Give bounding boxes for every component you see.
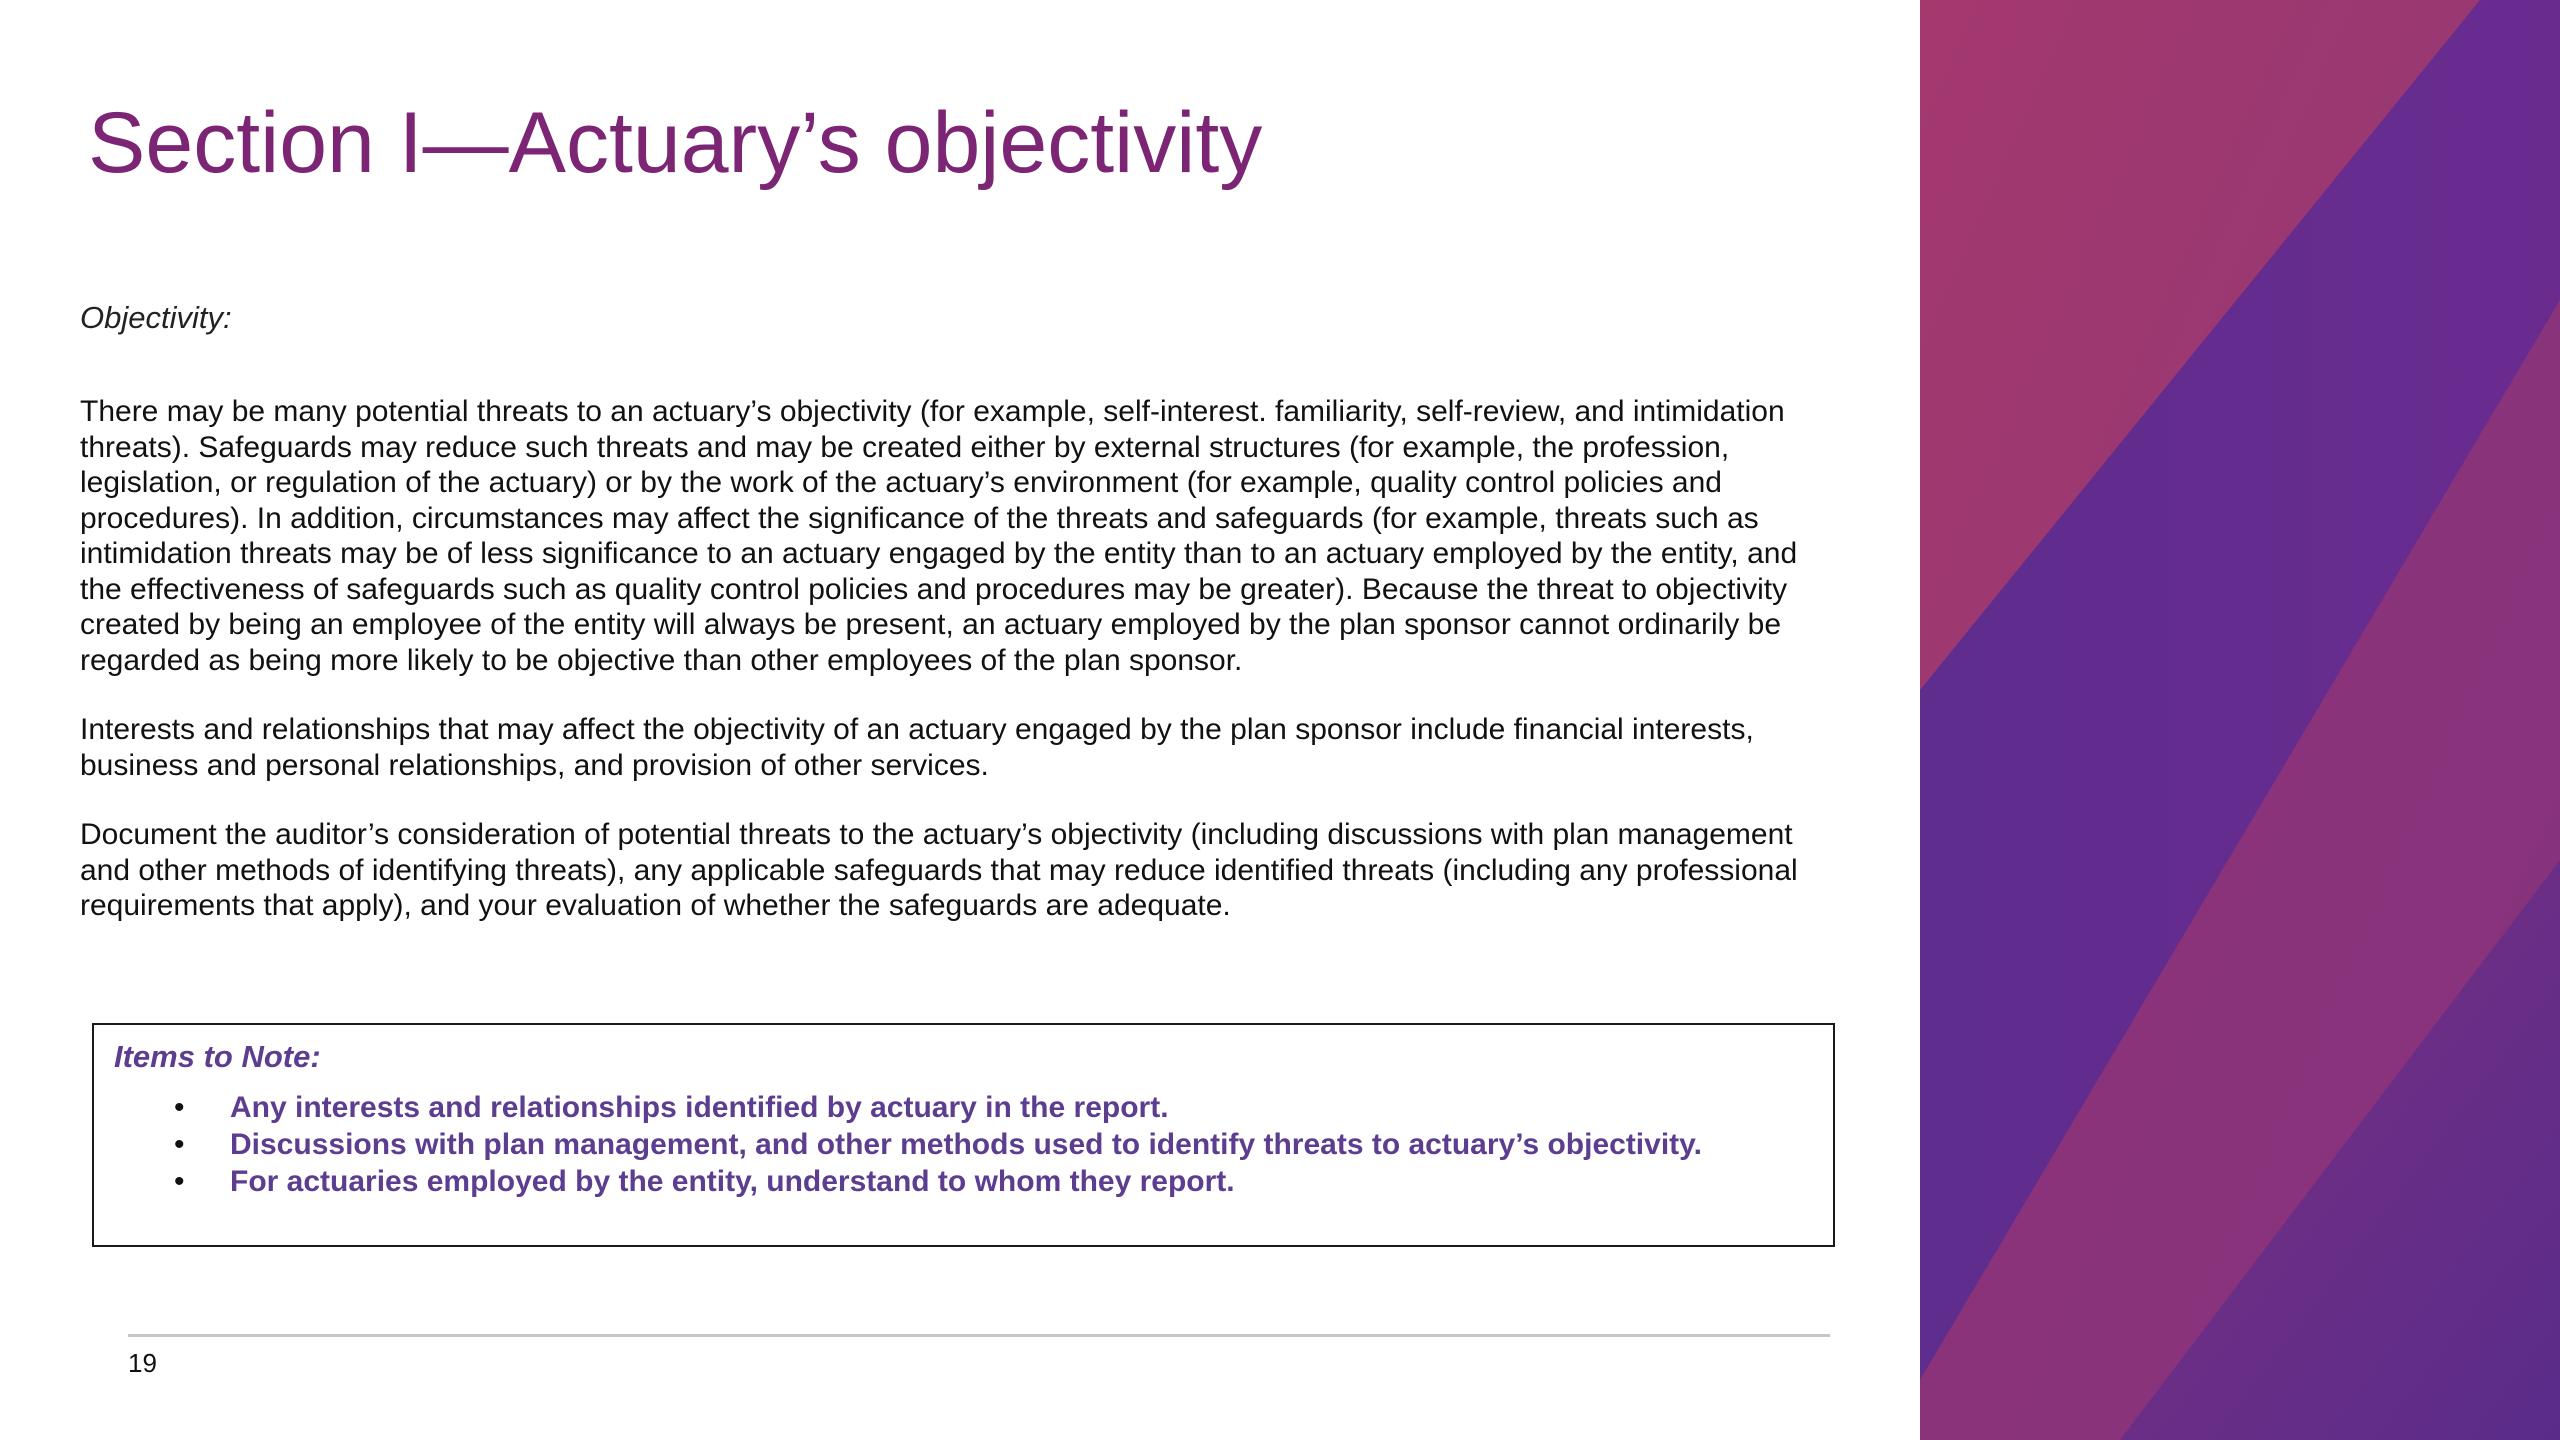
list-item [94,1126,1702,1163]
list-item-text: Discussions with plan management, and other methods used to identify threats to actuary’s objectivity. [230,1128,1702,1161]
list-item [94,1089,1702,1126]
bullet-icon: • [174,1091,185,1124]
page-title: Section I—Actuary’s objectivity [88,95,1263,191]
paragraph: There may be many potential threats to an actuary’s objectivity (for example, self-interest. familiarity, self-review, and intimidation threats). Safeguards may reduce such threats and may be created either by external structures (for example, the profession, legislation, or regulation of the actuary) or by the work of the actuary’s environment (for example, quality control policies and procedures). In addition, circumstances may affect the significance of the threats and safeguards (for example, threats such as intimidation threats may be of less significance to an actuary engaged by the entity than to an actuary employed by the entity, and the effectiveness of safeguards such as quality control policies and procedures may be greater). Because the threat to objectivity created by being an employee of the entity will always be present, an actuary employed by the plan sponsor cannot ordinarily be regarded as being more likely to be objective than other employees of the plan sponsor. [80,395,1798,677]
gradient-shapes-graphic [1920,0,2560,1440]
list-item-text: For actuaries employed by the entity, understand to whom they report. [230,1165,1235,1198]
footer-divider [128,1334,1830,1337]
list-item-text: Any interests and relationships identified by actuary in the report. [230,1091,1169,1124]
decorative-gradient-panel [1920,0,2560,1440]
bullet-icon: • [174,1165,185,1198]
paragraph: Interests and relationships that may affect the objectivity of an actuary engaged by the plan sponsor include financial interests, business and personal relationships, and provision of other services. [80,713,1754,782]
body-text [80,394,1840,958]
list-item [94,1163,1702,1200]
section-label: Objectivity: [80,300,232,335]
paragraph: Document the auditor’s consideration of potential threats to the actuary’s objectivity (including discussions with plan management and other methods of identifying threats), any applicable safeguards that may reduce identified threats (including any professional requirements that apply), and your evaluation of whether the safeguards are adequate. [80,818,1798,922]
items-to-note-list [94,1089,1702,1200]
bullet-icon: • [174,1128,185,1161]
page-number: 19 [128,1348,157,1378]
items-to-note-box [92,1023,1835,1247]
items-to-note-heading: Items to Note: [114,1039,321,1074]
